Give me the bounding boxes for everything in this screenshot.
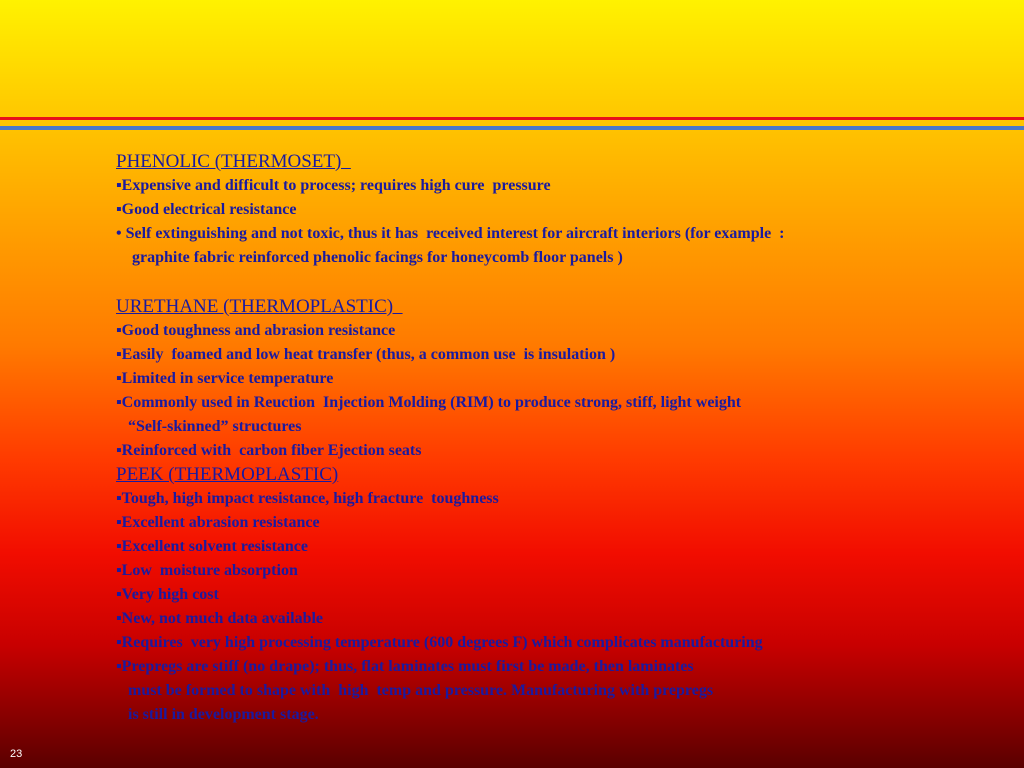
section-phenolic (116, 150, 996, 270)
bullet-item: ▪Excellent solvent resistance (116, 538, 309, 555)
bullet-item: ▪Low moisture absorption (116, 562, 298, 579)
bullet-item: ▪Easily foamed and low heat transfer (thus, a common use is insulation ) (116, 346, 616, 363)
bullet-item-continued: must be formed to shape with high temp and pressure. Manufacturing with prepregs (116, 682, 714, 699)
bullet-item: ▪Good toughness and abrasion resistance (116, 322, 396, 339)
bullet-item: ▪Commonly used in Reuction Injection Molding (RIM) to produce strong, stiff, light weight (116, 394, 742, 411)
bullet-item: ▪Excellent abrasion resistance (116, 514, 320, 531)
section-heading: URETHANE (THERMOPLASTIC) (116, 296, 403, 317)
bullet-item: ▪Good electrical resistance (116, 201, 297, 218)
header-rule-red (0, 117, 1024, 120)
section-heading: PEEK (THERMOPLASTIC) (116, 464, 339, 485)
slide-number: 23 (10, 748, 23, 760)
section-spacer (116, 270, 996, 295)
bullet-item-continued: graphite fabric reinforced phenolic facings for honeycomb floor panels ) (116, 249, 623, 266)
header-rule-blue (0, 126, 1024, 130)
bullet-item: ▪Very high cost (116, 586, 219, 603)
bullet-item: • Self extinguishing and not toxic, thus it has received interest for aircraft interiors (for example : (116, 225, 785, 242)
section-peek (116, 463, 996, 727)
section-urethane (116, 295, 996, 463)
bullet-item: ▪New, not much data available (116, 610, 324, 627)
bullet-item: ▪Tough, high impact resistance, high fracture toughness (116, 490, 499, 507)
bullet-item-continued: is still in development stage. (116, 706, 319, 723)
bullet-item: ▪Limited in service temperature (116, 370, 334, 387)
bullet-item-continued: “Self-skinned” structures (116, 418, 302, 435)
bullet-item: ▪Expensive and difficult to process; requires high cure pressure (116, 177, 551, 194)
slide-body (116, 150, 996, 727)
section-heading: PHENOLIC (THERMOSET) (116, 151, 351, 172)
bullet-item: ▪Prepregs are stiff (no drape); thus, flat laminates must first be made, then laminates (116, 658, 694, 675)
bullet-item: ▪Reinforced with carbon fiber Ejection seats (116, 442, 422, 459)
bullet-item: ▪Requires very high processing temperature (600 degrees F) which complicates manufacturing (116, 634, 763, 651)
